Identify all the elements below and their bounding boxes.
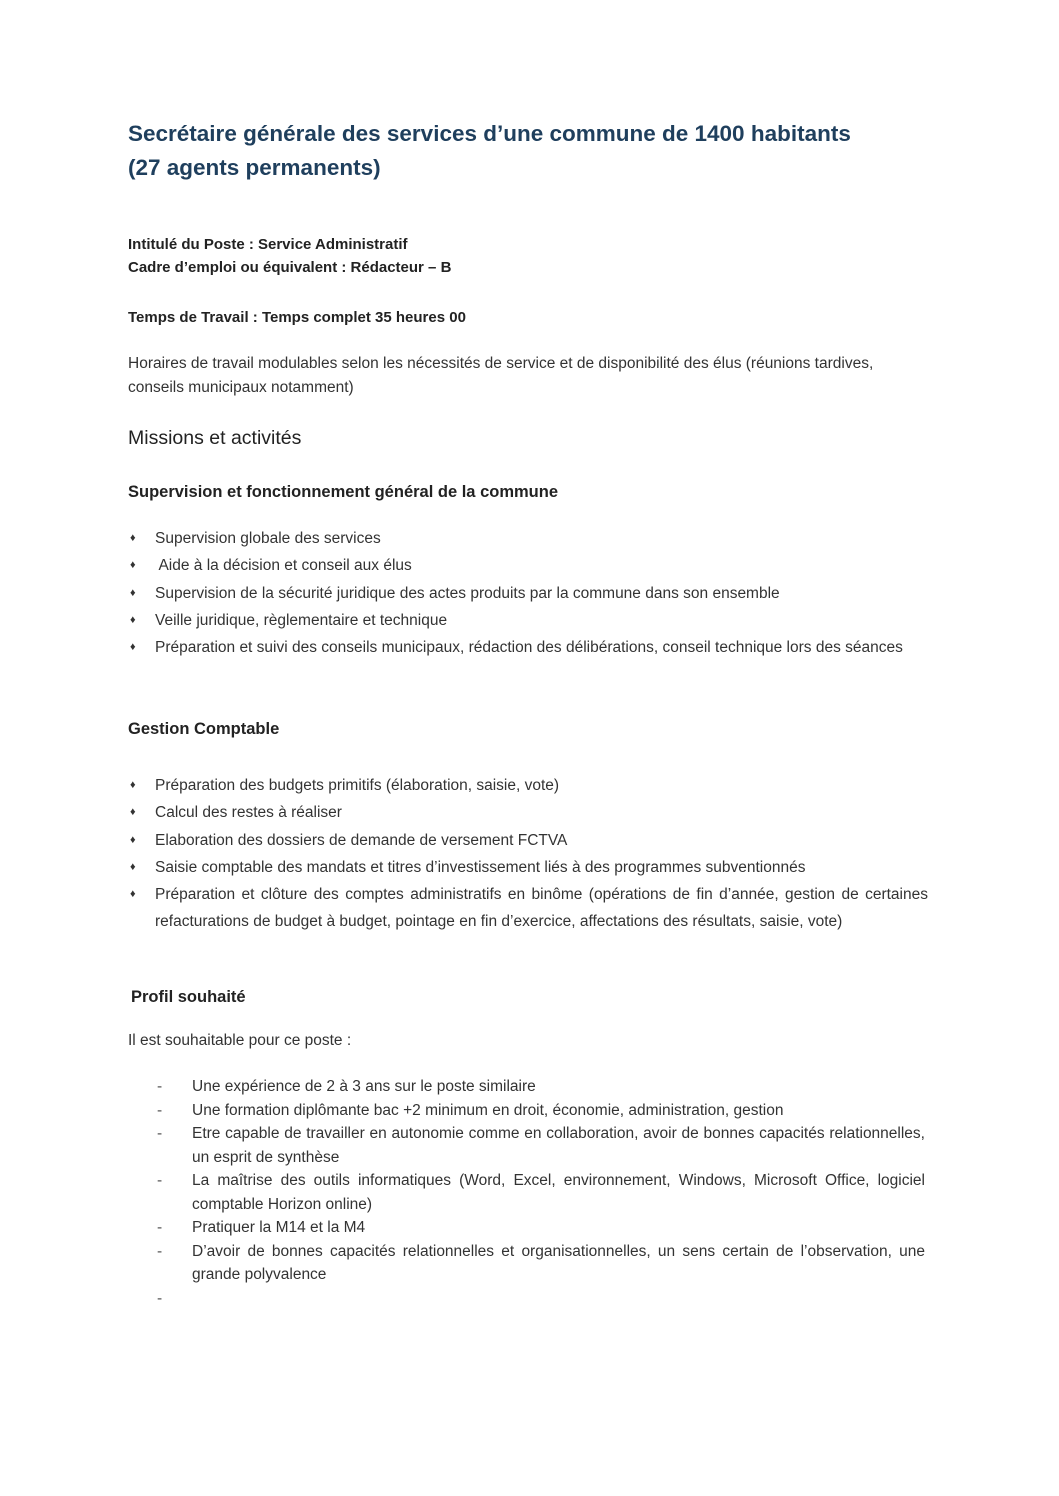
list-item-text: D’avoir de bonnes capacités relationnelles et organisationnelles, un sens certain de l’observation, une grande polyvalence (192, 1242, 925, 1283)
work-time (128, 306, 466, 329)
list-item (128, 607, 928, 634)
page-title (128, 117, 948, 185)
list-item-text: Préparation et clôture des comptes administratifs en binôme (opérations de fin d’année, gestion de certaines refacturations de budget à budget, pointage en fin d’exercice, affectations des résultats, saisie, vote) (155, 886, 928, 931)
profile-intro: Il est souhaitable pour ce poste : (128, 1032, 352, 1049)
list-item-text: Veille juridique, règlementaire et technique (155, 611, 448, 629)
list-item-text: Calcul des restes à réaliser (155, 804, 342, 822)
list-item-text: Aide à la décision et conseil aux élus (155, 557, 412, 575)
list-item-text: Préparation des budgets primitifs (élaboration, saisie, vote) (155, 777, 560, 794)
accounting-heading: Gestion Comptable (128, 720, 280, 738)
dash-bullet-icon: - (157, 1289, 163, 1307)
supervision-list (128, 525, 928, 661)
title-line-2: (27 agents permanents) (128, 155, 381, 180)
list-item (128, 772, 928, 799)
diamond-bullet-icon: ♦ (130, 641, 136, 654)
dash-bullet-icon: - (157, 1101, 163, 1119)
diamond-bullet-icon: ♦ (130, 779, 136, 791)
list-item-text: Une formation diplômante bac +2 minimum en droit, économie, administration, gestion (192, 1101, 784, 1119)
profile-list (157, 1075, 925, 1310)
list-item-text: Une expérience de 2 à 3 ans sur le poste similaire (192, 1078, 536, 1095)
diamond-bullet-icon: ♦ (130, 860, 136, 873)
list-item-text: Etre capable de travailler en autonomie comme en collaboration, avoir de bonnes capacités relationnelles, un esprit de synthèse (192, 1125, 925, 1166)
missions-heading: Missions et activités (128, 427, 302, 449)
list-item (157, 1075, 925, 1099)
list-item-text: Préparation et suivi des conseils municipaux, rédaction des délibérations, conseil technique lors des séances (155, 639, 903, 657)
job-meta (128, 233, 451, 279)
diamond-bullet-icon: ♦ (130, 532, 136, 544)
list-item (128, 799, 928, 826)
title-line-1: Secrétaire générale des services d’une commune de 1400 habitants (128, 121, 851, 146)
dash-bullet-icon: - (157, 1125, 163, 1142)
work-time-line: Temps de Travail : Temps complet 35 heures 00 (128, 309, 466, 326)
list-item (157, 1216, 925, 1240)
list-item (157, 1240, 925, 1287)
dash-bullet-icon: - (157, 1242, 163, 1260)
list-item (128, 881, 928, 936)
list-item-text: Pratiquer la M14 et la M4 (192, 1219, 366, 1236)
diamond-bullet-icon: ♦ (130, 586, 136, 599)
work-hours-paragraph: Horaires de travail modulables selon les nécessités de service et de disponibilité des élus (réunions tardives, conseils municipaux notamment) (128, 355, 874, 396)
list-item-text: Saisie comptable des mandats et titres d’investissement liés à des programmes subventionnés (155, 858, 806, 876)
dash-bullet-icon: - (157, 1078, 163, 1095)
dash-bullet-icon: - (157, 1172, 163, 1189)
list-item (128, 827, 928, 854)
diamond-bullet-icon: ♦ (130, 833, 136, 846)
list-item (128, 854, 928, 881)
list-item (157, 1122, 925, 1169)
list-item (128, 580, 928, 607)
supervision-heading: Supervision et fonctionnement général de la commune (128, 483, 558, 501)
diamond-bullet-icon: ♦ (130, 888, 136, 901)
list-item (128, 552, 928, 579)
diamond-bullet-icon: ♦ (130, 613, 136, 626)
diamond-bullet-icon: ♦ (130, 806, 136, 819)
list-item-text: Supervision de la sécurité juridique des actes produits par la commune dans son ensemble (155, 584, 780, 602)
list-item (157, 1099, 925, 1123)
profile-heading: Profil souhaité (131, 988, 246, 1006)
job-title-line: Intitulé du Poste : Service Administratif (128, 236, 408, 253)
list-item (157, 1287, 925, 1311)
diamond-bullet-icon: ♦ (130, 559, 136, 572)
list-item (128, 525, 928, 552)
list-item (157, 1169, 925, 1216)
accounting-list (128, 772, 928, 936)
list-item-text: Elaboration des dossiers de demande de versement FCTVA (155, 831, 568, 849)
job-grade-line: Cadre d’emploi ou équivalent : Rédacteur – B (128, 259, 452, 276)
list-item (128, 634, 928, 661)
dash-bullet-icon: - (157, 1219, 163, 1236)
list-item-text: Supervision globale des services (155, 530, 381, 547)
list-item-text: La maîtrise des outils informatiques (Word, Excel, environnement, Windows, Microsoft Office, logiciel comptable Horizon online) (192, 1172, 925, 1213)
